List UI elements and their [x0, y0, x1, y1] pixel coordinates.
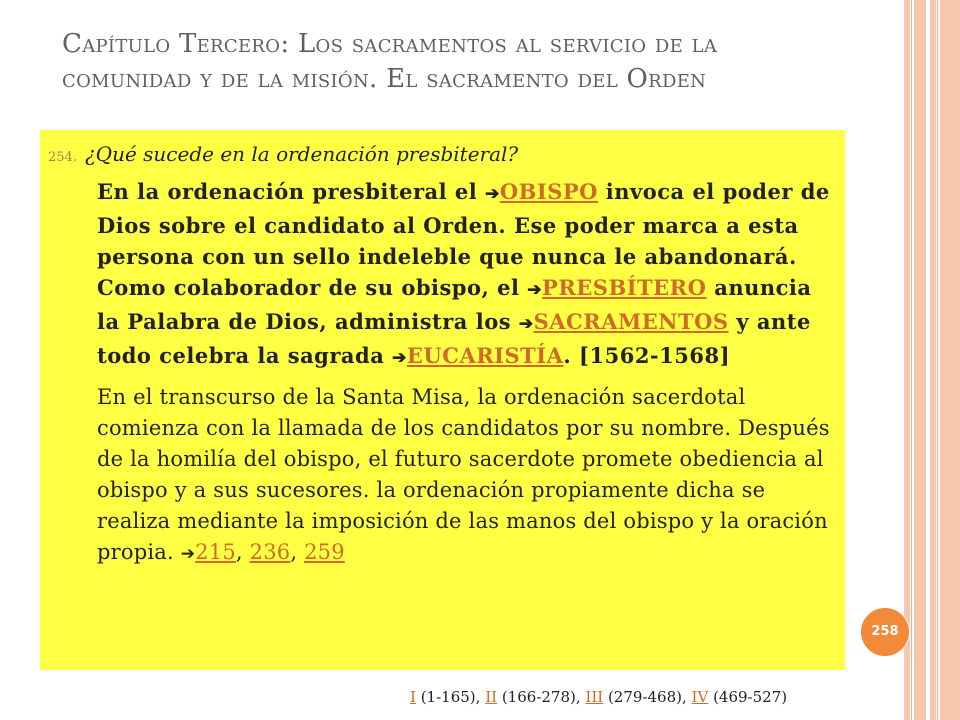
link-ref-215[interactable]: 215	[195, 540, 236, 564]
footer-link-part-1[interactable]: I	[410, 688, 416, 706]
question-text: ¿Qué sucede en la ordenación presbiteral?	[84, 142, 519, 166]
link-ref-236[interactable]: 236	[249, 540, 291, 564]
decorative-stripe	[940, 0, 960, 720]
answer-text: invoca el poder de Dios sobre el candidato al Orden. Ese poder marca a esta persona con un sello indeleble que nunca le abandonará. Como colaborador de su obispo, el	[97, 179, 830, 300]
link-eucaristia[interactable]: EUCARISTÍA	[406, 343, 564, 368]
slide-title: Capítulo Tercero: Los sacramentos al servicio de la comunidad y de la misión. El sacramento del Orden	[62, 29, 718, 94]
decorative-stripe	[904, 0, 910, 720]
footer-link-part-4[interactable]: IV	[691, 688, 709, 706]
content-box	[40, 130, 845, 670]
footer-range: (469-527)	[708, 688, 788, 706]
decorative-stripe-line	[937, 0, 938, 720]
answer-text: y ante todo celebra la sagrada	[97, 309, 811, 368]
separator: ,	[235, 540, 250, 564]
footer-range: (166-278),	[497, 688, 586, 706]
page-number-badge: 258	[860, 607, 910, 657]
answer-text: anuncia la Palabra de Dios, administra los	[97, 275, 812, 334]
decorative-stripe	[930, 0, 936, 720]
arrow-right-icon: ➔	[485, 184, 500, 204]
question	[48, 140, 845, 172]
footer-range: (279-468),	[603, 688, 692, 706]
answer-reference: . [1562-1568]	[563, 343, 731, 368]
decorative-stripe	[914, 0, 926, 720]
explanation-text: En el transcurso de la Santa Misa, la ordenación sacerdotal comienza con la llamada de los candidatos por su nombre. Después de la homilía del obispo, el futuro sacerdote promete obediencia al obispo y a sus sucesores. la ordenación propiamente dicha se realiza mediante la imposición de las manos del obispo y la oración propia.	[97, 385, 830, 564]
arrow-right-icon: ➔	[180, 544, 196, 564]
footer-nav	[410, 688, 840, 706]
footer-link-part-3[interactable]: III	[585, 688, 604, 706]
explanation-paragraph	[97, 382, 835, 570]
arrow-right-icon: ➔	[527, 280, 543, 300]
answer-text: En la ordenación presbiteral el	[97, 179, 486, 204]
arrow-right-icon: ➔	[518, 314, 534, 334]
arrow-right-icon: ➔	[392, 348, 407, 368]
link-obispo[interactable]: OBISPO	[499, 179, 598, 204]
question-number: 254.	[48, 150, 77, 165]
link-ref-259[interactable]: 259	[304, 540, 345, 564]
footer-link-part-2[interactable]: II	[485, 688, 498, 706]
footer-range: (1-165),	[415, 688, 486, 706]
link-sacramentos[interactable]: SACRAMENTOS	[533, 309, 729, 334]
link-presbitero[interactable]: PRESBÍTERO	[542, 275, 707, 300]
answer-paragraph	[97, 176, 835, 374]
separator: ,	[290, 540, 305, 564]
decorative-stripe-line	[911, 0, 912, 720]
